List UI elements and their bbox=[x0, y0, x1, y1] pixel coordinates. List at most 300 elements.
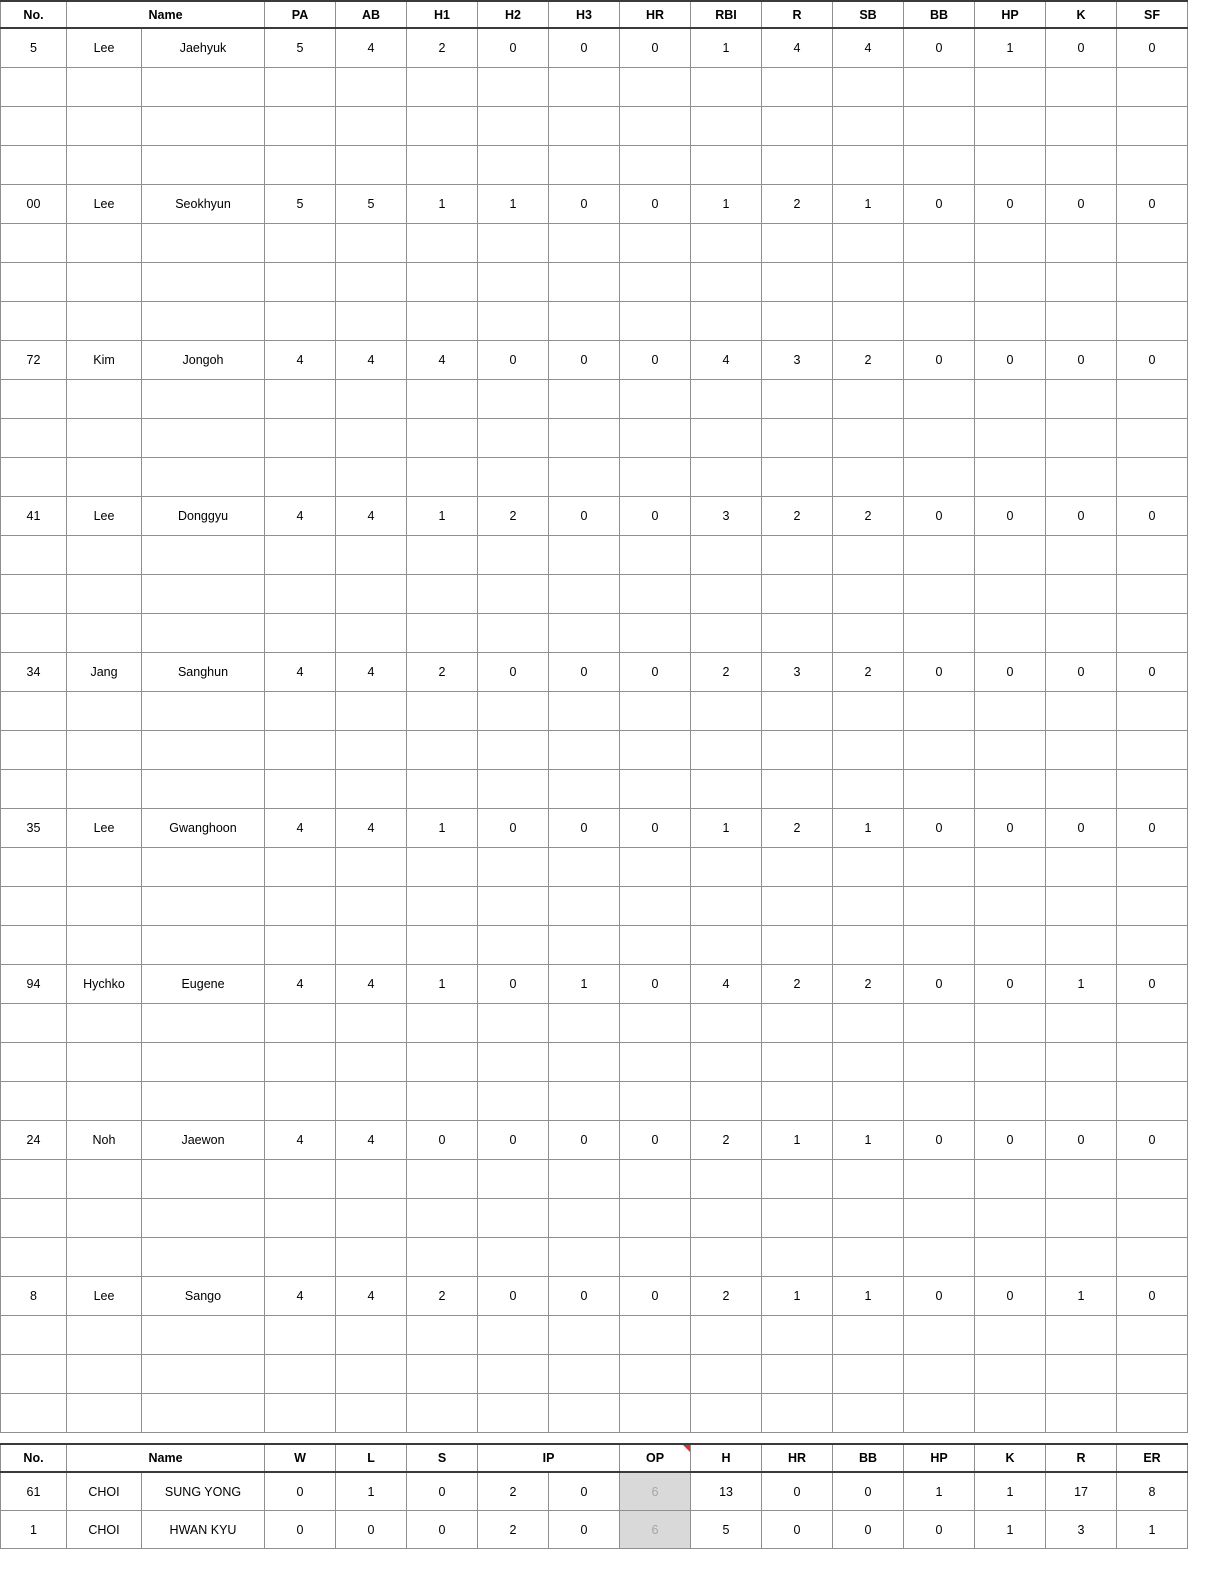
table-row[interactable] bbox=[1, 497, 1188, 536]
table-row[interactable] bbox=[1, 653, 1188, 692]
cell-ab: 5 bbox=[336, 185, 407, 224]
cell-blank bbox=[620, 1004, 691, 1043]
cell-blank bbox=[904, 146, 975, 185]
cell-firstname: HWAN KYU bbox=[142, 1511, 265, 1549]
table-row[interactable] bbox=[1, 28, 1188, 68]
cell-blank bbox=[478, 107, 549, 146]
cell-blank bbox=[620, 263, 691, 302]
table-row-blank[interactable] bbox=[1, 770, 1188, 809]
cell-blank bbox=[762, 575, 833, 614]
cell-h2: 0 bbox=[478, 341, 549, 380]
cell-blank bbox=[407, 458, 478, 497]
cell-blank bbox=[904, 380, 975, 419]
cell-h3: 0 bbox=[549, 809, 620, 848]
cell-blank bbox=[142, 614, 265, 653]
cell-blank bbox=[620, 458, 691, 497]
batting-header-h3: H3 bbox=[549, 1, 620, 28]
table-row[interactable] bbox=[1, 809, 1188, 848]
cell-h2: 0 bbox=[478, 809, 549, 848]
cell-hr: 0 bbox=[762, 1472, 833, 1511]
cell-k: 1 bbox=[1046, 1277, 1117, 1316]
cell-blank bbox=[265, 1355, 336, 1394]
cell-blank bbox=[1046, 1355, 1117, 1394]
cell-sf: 0 bbox=[1117, 653, 1188, 692]
cell-blank bbox=[265, 146, 336, 185]
cell-blank bbox=[478, 731, 549, 770]
cell-blank bbox=[336, 1355, 407, 1394]
cell-no: 8 bbox=[1, 1277, 67, 1316]
cell-blank bbox=[142, 1199, 265, 1238]
cell-h3: 0 bbox=[549, 185, 620, 224]
table-row[interactable] bbox=[1, 965, 1188, 1004]
cell-firstname: Jaewon bbox=[142, 1121, 265, 1160]
cell-blank bbox=[1117, 926, 1188, 965]
cell-pa: 4 bbox=[265, 497, 336, 536]
cell-blank bbox=[142, 107, 265, 146]
cell-blank bbox=[975, 926, 1046, 965]
cell-bb: 0 bbox=[833, 1511, 904, 1549]
cell-blank bbox=[833, 692, 904, 731]
cell-sf: 0 bbox=[1117, 965, 1188, 1004]
table-row[interactable] bbox=[1, 341, 1188, 380]
cell-blank bbox=[1046, 1238, 1117, 1277]
table-row-blank[interactable] bbox=[1, 419, 1188, 458]
cell-blank bbox=[265, 107, 336, 146]
cell-blank bbox=[904, 1394, 975, 1433]
cell-blank bbox=[142, 731, 265, 770]
cell-blank bbox=[1046, 302, 1117, 341]
cell-blank bbox=[142, 1355, 265, 1394]
cell-blank bbox=[67, 926, 142, 965]
cell-h: 5 bbox=[691, 1511, 762, 1549]
table-row-blank[interactable] bbox=[1, 380, 1188, 419]
cell-ip-outs: 0 bbox=[549, 1472, 620, 1511]
cell-blank bbox=[620, 692, 691, 731]
cell-blank bbox=[1117, 575, 1188, 614]
table-row-blank[interactable] bbox=[1, 302, 1188, 341]
cell-bb: 0 bbox=[904, 653, 975, 692]
cell-blank bbox=[478, 68, 549, 107]
cell-blank bbox=[1046, 575, 1117, 614]
cell-blank bbox=[1046, 146, 1117, 185]
cell-blank bbox=[833, 224, 904, 263]
cell-blank bbox=[478, 614, 549, 653]
cell-blank bbox=[407, 419, 478, 458]
cell-blank bbox=[762, 68, 833, 107]
cell-blank bbox=[1117, 692, 1188, 731]
cell-blank bbox=[67, 536, 142, 575]
table-row-blank[interactable] bbox=[1, 887, 1188, 926]
cell-blank bbox=[336, 692, 407, 731]
cell-blank bbox=[478, 380, 549, 419]
cell-blank bbox=[336, 458, 407, 497]
cell-blank bbox=[67, 887, 142, 926]
cell-blank bbox=[1117, 419, 1188, 458]
cell-blank bbox=[975, 107, 1046, 146]
cell-r: 3 bbox=[762, 653, 833, 692]
cell-blank bbox=[904, 1160, 975, 1199]
cell-firstname: SUNG YONG bbox=[142, 1472, 265, 1511]
cell-blank bbox=[762, 302, 833, 341]
table-row-blank[interactable] bbox=[1, 1160, 1188, 1199]
cell-blank bbox=[904, 848, 975, 887]
cell-sf: 0 bbox=[1117, 28, 1188, 68]
table-row[interactable] bbox=[1, 1472, 1188, 1511]
cell-blank bbox=[833, 1160, 904, 1199]
cell-blank bbox=[478, 887, 549, 926]
cell-blank bbox=[691, 536, 762, 575]
cell-blank bbox=[265, 536, 336, 575]
cell-no: 34 bbox=[1, 653, 67, 692]
cell-blank bbox=[142, 146, 265, 185]
table-row-blank[interactable] bbox=[1, 1199, 1188, 1238]
cell-blank bbox=[620, 1199, 691, 1238]
pitching-header-hr: HR bbox=[762, 1444, 833, 1472]
cell-blank bbox=[67, 1043, 142, 1082]
cell-blank bbox=[691, 692, 762, 731]
cell-k: 0 bbox=[1046, 653, 1117, 692]
cell-blank bbox=[336, 1043, 407, 1082]
cell-blank bbox=[67, 419, 142, 458]
cell-blank bbox=[549, 224, 620, 263]
cell-blank bbox=[1, 887, 67, 926]
cell-sb: 1 bbox=[833, 1277, 904, 1316]
cell-blank bbox=[762, 146, 833, 185]
cell-blank bbox=[833, 380, 904, 419]
cell-blank bbox=[975, 1043, 1046, 1082]
cell-blank bbox=[833, 848, 904, 887]
table-row-blank[interactable] bbox=[1, 614, 1188, 653]
table-row-blank[interactable] bbox=[1, 1355, 1188, 1394]
table-row[interactable] bbox=[1, 1121, 1188, 1160]
cell-blank bbox=[904, 926, 975, 965]
table-row-blank[interactable] bbox=[1, 1043, 1188, 1082]
cell-blank bbox=[549, 380, 620, 419]
cell-blank bbox=[1, 1082, 67, 1121]
table-row-blank[interactable] bbox=[1, 1316, 1188, 1355]
cell-blank bbox=[1, 1160, 67, 1199]
table-row[interactable] bbox=[1, 1511, 1188, 1549]
cell-pa: 4 bbox=[265, 1277, 336, 1316]
table-row[interactable] bbox=[1, 1277, 1188, 1316]
cell-pa: 4 bbox=[265, 1121, 336, 1160]
cell-hp: 0 bbox=[975, 341, 1046, 380]
table-row-blank[interactable] bbox=[1, 575, 1188, 614]
cell-blank bbox=[620, 224, 691, 263]
cell-blank bbox=[407, 848, 478, 887]
pitching-header-er: ER bbox=[1117, 1444, 1188, 1472]
batting-header-bb: BB bbox=[904, 1, 975, 28]
cell-blank bbox=[691, 380, 762, 419]
cell-blank bbox=[1117, 1355, 1188, 1394]
cell-blank bbox=[67, 146, 142, 185]
cell-hr: 0 bbox=[620, 28, 691, 68]
cell-blank bbox=[407, 263, 478, 302]
cell-blank bbox=[620, 1043, 691, 1082]
cell-blank bbox=[1117, 770, 1188, 809]
cell-no: 1 bbox=[1, 1511, 67, 1549]
table-row-blank[interactable] bbox=[1, 692, 1188, 731]
cell-blank bbox=[265, 770, 336, 809]
table-row-blank[interactable] bbox=[1, 146, 1188, 185]
cell-blank bbox=[549, 1394, 620, 1433]
batting-header-name: Name bbox=[67, 1, 265, 28]
batting-header-ab: AB bbox=[336, 1, 407, 28]
cell-blank bbox=[691, 146, 762, 185]
cell-blank bbox=[762, 848, 833, 887]
cell-blank bbox=[549, 770, 620, 809]
cell-ab: 4 bbox=[336, 965, 407, 1004]
cell-blank bbox=[336, 1082, 407, 1121]
cell-k: 0 bbox=[1046, 185, 1117, 224]
table-row-blank[interactable] bbox=[1, 1004, 1188, 1043]
cell-blank bbox=[762, 1355, 833, 1394]
cell-blank bbox=[1046, 536, 1117, 575]
cell-blank bbox=[336, 107, 407, 146]
cell-blank bbox=[1, 926, 67, 965]
cell-k: 1 bbox=[975, 1511, 1046, 1549]
cell-blank bbox=[265, 1004, 336, 1043]
cell-blank bbox=[1117, 1004, 1188, 1043]
cell-h3: 0 bbox=[549, 28, 620, 68]
cell-blank bbox=[1046, 68, 1117, 107]
cell-blank bbox=[142, 302, 265, 341]
cell-blank bbox=[833, 263, 904, 302]
cell-blank bbox=[1, 107, 67, 146]
cell-sb: 1 bbox=[833, 809, 904, 848]
cell-blank bbox=[1046, 614, 1117, 653]
cell-pa: 5 bbox=[265, 28, 336, 68]
cell-blank bbox=[833, 1394, 904, 1433]
cell-blank bbox=[142, 1160, 265, 1199]
cell-blank bbox=[691, 848, 762, 887]
cell-blank bbox=[762, 107, 833, 146]
cell-hp: 0 bbox=[975, 1277, 1046, 1316]
cell-l: 1 bbox=[336, 1472, 407, 1511]
batting-body bbox=[1, 28, 1188, 1433]
cell-blank bbox=[620, 68, 691, 107]
cell-blank bbox=[336, 770, 407, 809]
cell-h3: 0 bbox=[549, 1121, 620, 1160]
cell-blank bbox=[407, 107, 478, 146]
cell-blank bbox=[67, 848, 142, 887]
cell-blank bbox=[549, 1082, 620, 1121]
cell-bb: 0 bbox=[904, 341, 975, 380]
cell-blank bbox=[1, 770, 67, 809]
cell-blank bbox=[1117, 848, 1188, 887]
cell-sb: 2 bbox=[833, 653, 904, 692]
cell-firstname: Sanghun bbox=[142, 653, 265, 692]
cell-ab: 4 bbox=[336, 341, 407, 380]
cell-h1: 1 bbox=[407, 965, 478, 1004]
cell-blank bbox=[407, 1199, 478, 1238]
table-row-blank[interactable] bbox=[1, 263, 1188, 302]
table-row-blank[interactable] bbox=[1, 1238, 1188, 1277]
cell-lastname: Lee bbox=[67, 185, 142, 224]
table-row-blank[interactable] bbox=[1, 68, 1188, 107]
cell-er: 1 bbox=[1117, 1511, 1188, 1549]
cell-h2: 0 bbox=[478, 965, 549, 1004]
cell-blank bbox=[1, 380, 67, 419]
cell-blank bbox=[904, 770, 975, 809]
cell-bb: 0 bbox=[904, 965, 975, 1004]
cell-k: 0 bbox=[1046, 809, 1117, 848]
cell-blank bbox=[142, 575, 265, 614]
cell-h1: 2 bbox=[407, 653, 478, 692]
cell-blank bbox=[407, 926, 478, 965]
cell-blank bbox=[478, 1199, 549, 1238]
cell-firstname: Donggyu bbox=[142, 497, 265, 536]
cell-blank bbox=[549, 731, 620, 770]
cell-blank bbox=[265, 848, 336, 887]
cell-blank bbox=[478, 302, 549, 341]
cell-blank bbox=[762, 458, 833, 497]
cell-blank bbox=[265, 1082, 336, 1121]
cell-blank bbox=[67, 692, 142, 731]
cell-lastname: Kim bbox=[67, 341, 142, 380]
cell-blank bbox=[407, 1004, 478, 1043]
pitching-header-hp: HP bbox=[904, 1444, 975, 1472]
table-row-blank[interactable] bbox=[1, 1394, 1188, 1433]
cell-blank bbox=[142, 419, 265, 458]
cell-blank bbox=[142, 692, 265, 731]
cell-firstname: Jaehyuk bbox=[142, 28, 265, 68]
cell-blank bbox=[407, 1355, 478, 1394]
table-row-blank[interactable] bbox=[1, 536, 1188, 575]
cell-blank bbox=[1, 1316, 67, 1355]
cell-blank bbox=[1117, 1238, 1188, 1277]
cell-blank bbox=[833, 536, 904, 575]
cell-blank bbox=[142, 536, 265, 575]
cell-blank bbox=[142, 1394, 265, 1433]
cell-hr: 0 bbox=[620, 341, 691, 380]
cell-k: 0 bbox=[1046, 497, 1117, 536]
cell-blank bbox=[265, 224, 336, 263]
cell-h2: 1 bbox=[478, 185, 549, 224]
cell-blank bbox=[336, 1160, 407, 1199]
cell-op: 6 bbox=[620, 1511, 691, 1549]
cell-blank bbox=[1, 146, 67, 185]
batting-header-hr: HR bbox=[620, 1, 691, 28]
cell-blank bbox=[1046, 731, 1117, 770]
cell-blank bbox=[67, 1238, 142, 1277]
cell-blank bbox=[691, 458, 762, 497]
table-row-blank[interactable] bbox=[1, 848, 1188, 887]
cell-blank bbox=[407, 302, 478, 341]
cell-hr: 0 bbox=[620, 965, 691, 1004]
cell-bb: 0 bbox=[904, 809, 975, 848]
cell-blank bbox=[549, 1355, 620, 1394]
cell-blank bbox=[975, 1355, 1046, 1394]
cell-blank bbox=[691, 575, 762, 614]
cell-blank bbox=[762, 1394, 833, 1433]
table-row-blank[interactable] bbox=[1, 224, 1188, 263]
cell-h3: 1 bbox=[549, 965, 620, 1004]
cell-blank bbox=[762, 263, 833, 302]
cell-h1: 2 bbox=[407, 1277, 478, 1316]
cell-blank bbox=[142, 380, 265, 419]
cell-blank bbox=[1046, 224, 1117, 263]
cell-blank bbox=[67, 68, 142, 107]
cell-blank bbox=[67, 1316, 142, 1355]
cell-lastname: Jang bbox=[67, 653, 142, 692]
table-row-blank[interactable] bbox=[1, 926, 1188, 965]
cell-blank bbox=[265, 614, 336, 653]
cell-hr: 0 bbox=[620, 185, 691, 224]
cell-blank bbox=[904, 692, 975, 731]
cell-blank bbox=[549, 536, 620, 575]
cell-blank bbox=[691, 1238, 762, 1277]
cell-blank bbox=[762, 770, 833, 809]
cell-bb: 0 bbox=[904, 28, 975, 68]
cell-blank bbox=[975, 263, 1046, 302]
table-row[interactable] bbox=[1, 185, 1188, 224]
cell-blank bbox=[833, 1316, 904, 1355]
cell-blank bbox=[975, 692, 1046, 731]
cell-blank bbox=[67, 263, 142, 302]
cell-h3: 0 bbox=[549, 497, 620, 536]
cell-blank bbox=[833, 1082, 904, 1121]
cell-blank bbox=[1046, 107, 1117, 146]
cell-blank bbox=[833, 146, 904, 185]
batting-header-r: R bbox=[762, 1, 833, 28]
cell-blank bbox=[1046, 1043, 1117, 1082]
table-row-blank[interactable] bbox=[1, 1082, 1188, 1121]
cell-blank bbox=[620, 146, 691, 185]
cell-blank bbox=[691, 419, 762, 458]
cell-blank bbox=[762, 887, 833, 926]
cell-k: 1 bbox=[1046, 965, 1117, 1004]
table-row-blank[interactable] bbox=[1, 458, 1188, 497]
cell-blank bbox=[975, 1199, 1046, 1238]
cell-blank bbox=[336, 848, 407, 887]
cell-blank bbox=[833, 731, 904, 770]
cell-blank bbox=[833, 68, 904, 107]
cell-rbi: 2 bbox=[691, 653, 762, 692]
table-row-blank[interactable] bbox=[1, 107, 1188, 146]
cell-blank bbox=[1046, 380, 1117, 419]
cell-blank bbox=[142, 458, 265, 497]
cell-blank bbox=[1, 1394, 67, 1433]
cell-lastname: Noh bbox=[67, 1121, 142, 1160]
cell-pa: 4 bbox=[265, 653, 336, 692]
cell-blank bbox=[833, 770, 904, 809]
cell-rbi: 4 bbox=[691, 965, 762, 1004]
cell-blank bbox=[1, 575, 67, 614]
cell-blank bbox=[336, 731, 407, 770]
cell-bb: 0 bbox=[833, 1472, 904, 1511]
cell-blank bbox=[1046, 1004, 1117, 1043]
cell-blank bbox=[336, 926, 407, 965]
cell-blank bbox=[67, 458, 142, 497]
cell-blank bbox=[691, 1355, 762, 1394]
cell-blank bbox=[265, 575, 336, 614]
cell-blank bbox=[833, 1004, 904, 1043]
cell-blank bbox=[478, 1316, 549, 1355]
cell-blank bbox=[1, 458, 67, 497]
cell-r: 1 bbox=[762, 1277, 833, 1316]
table-row-blank[interactable] bbox=[1, 731, 1188, 770]
cell-l: 0 bbox=[336, 1511, 407, 1549]
cell-h2: 2 bbox=[478, 497, 549, 536]
cell-blank bbox=[1, 302, 67, 341]
cell-w: 0 bbox=[265, 1472, 336, 1511]
cell-blank bbox=[1117, 1082, 1188, 1121]
cell-hr: 0 bbox=[620, 809, 691, 848]
cell-blank bbox=[620, 1355, 691, 1394]
cell-k: 0 bbox=[1046, 1121, 1117, 1160]
cell-blank bbox=[265, 1238, 336, 1277]
